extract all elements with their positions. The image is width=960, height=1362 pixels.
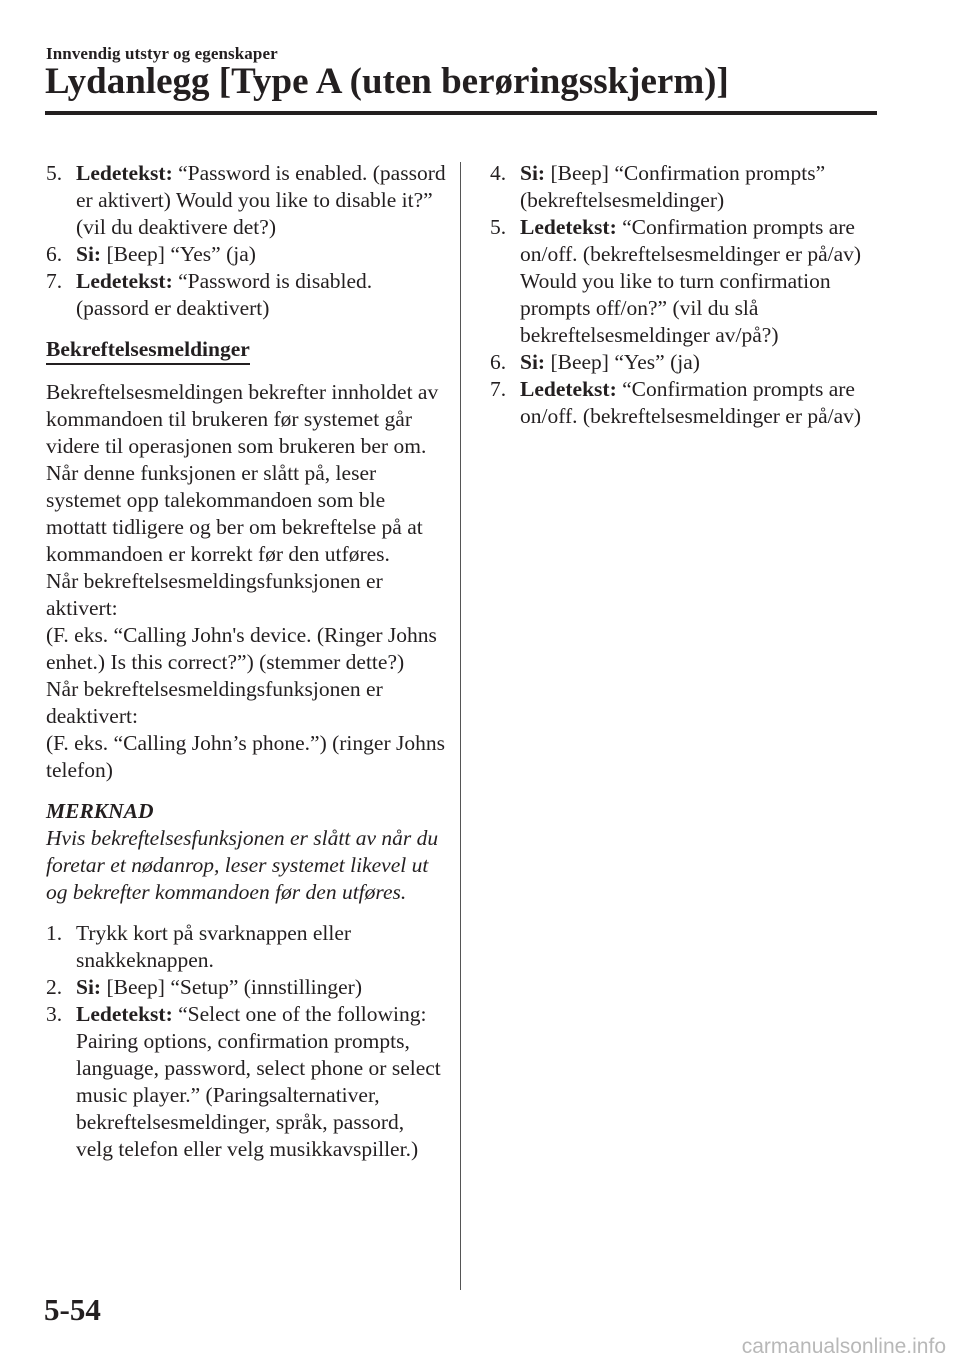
step-7 (46, 268, 446, 322)
step-number: 7. (46, 269, 63, 293)
step-text: [Beep] “Confirmation prompts” (bekreftelsesmeldinger) (520, 161, 826, 212)
step-number: 6. (490, 350, 507, 374)
disabled-label: Når bekreftelsesmeldingsfunksjonen er deaktivert: (46, 677, 383, 728)
step-number: 1. (46, 921, 63, 945)
step-label: Si: (76, 242, 102, 266)
step-label: Si: (520, 161, 546, 185)
section-label: Innvendig utstyr og egenskaper (46, 44, 278, 63)
step-5 (46, 160, 446, 241)
step-7 (490, 376, 890, 430)
step-5 (490, 214, 890, 349)
step-6 (490, 349, 890, 376)
step-text: [Beep] “Yes” (ja) (101, 242, 256, 266)
step-text: [Beep] “Setup” (innstillinger) (101, 975, 363, 999)
step-text: [Beep] “Yes” (ja) (545, 350, 700, 374)
step-label: Ledetekst: (76, 1002, 173, 1026)
step-2 (46, 974, 446, 1001)
disabled-example: (F. eks. “Calling John’s phone.”) (ringer Johns telefon) (46, 731, 445, 782)
step-number: 2. (46, 975, 63, 999)
enabled-example: (F. eks. “Calling John's device. (Ringer Johns enhet.) Is this correct?”) (stemmer dette?) (46, 623, 437, 674)
title-rule (45, 111, 877, 115)
step-label: Si: (76, 975, 102, 999)
note-text: Hvis bekreftelsesfunksjonen er slått av når du foretar et nødanrop, leser systemet likevel ut og bekrefter kommandoen før den utføres. (46, 826, 439, 904)
page-number: 5-54 (44, 1292, 101, 1327)
page-title: Lydanlegg [Type A (uten berøringsskjerm)] (45, 61, 729, 102)
step-number: 4. (490, 161, 507, 185)
step-6 (46, 241, 446, 268)
enabled-label: Når bekreftelsesmeldingsfunksjonen er aktivert: (46, 569, 383, 620)
step-text: “Select one of the following: Pairing options, confirmation prompts, language, password, select phone or select music player.” (Paringsalternativer, bekreftelsesmeldinger, språk, passord, velg telefon eller velg musikkavspiller.) (76, 1002, 441, 1161)
left-column (46, 160, 446, 1163)
column-divider (460, 162, 461, 1290)
right-column (490, 160, 890, 430)
step-4 (490, 160, 890, 214)
step-text: “Password is disabled. (passord er deaktivert) (76, 269, 373, 320)
step-number: 3. (46, 1002, 63, 1026)
step-label: Si: (520, 350, 546, 374)
step-text: “Password is enabled. (passord er aktivert) Would you like to disable it?” (vil du deaktivere det?) (76, 161, 446, 239)
step-label: Ledetekst: (76, 161, 173, 185)
step-number: 7. (490, 377, 507, 401)
step-label: Ledetekst: (520, 215, 617, 239)
step-text: Trykk kort på svarknappen eller snakkeknappen. (76, 921, 352, 972)
step-number: 5. (490, 215, 507, 239)
step-3 (46, 1001, 446, 1163)
step-text: “Confirmation prompts are on/off. (bekreftelsesmeldinger er på/av) (520, 377, 862, 428)
step-1 (46, 920, 446, 974)
note-title: MERKNAD (46, 799, 154, 823)
step-label: Ledetekst: (520, 377, 617, 401)
step-label: Ledetekst: (76, 269, 173, 293)
step-text: “Confirmation prompts are on/off. (bekreftelsesmeldinger er på/av) Would you like to turn confirmation prompts off/on?” (vil du slå bekreftelsesmeldinger av/på?) (520, 215, 862, 347)
description-paragraph: Bekreftelsesmeldingen bekrefter innholdet av kommandoen til brukeren før systemet går videre til operasjonen som brukeren ber om. Når denne funksjonen er slått på, leser systemet opp talekommandoen som ble mottatt tidligere og ber om bekreftelse på at kommandoen er korrekt før den utføres. (46, 380, 439, 566)
step-number: 6. (46, 242, 63, 266)
subheading-confirmation-prompts: Bekreftelsesmeldinger (46, 336, 250, 365)
step-number: 5. (46, 161, 63, 185)
watermark: carmanualsonline.info (741, 1335, 946, 1358)
